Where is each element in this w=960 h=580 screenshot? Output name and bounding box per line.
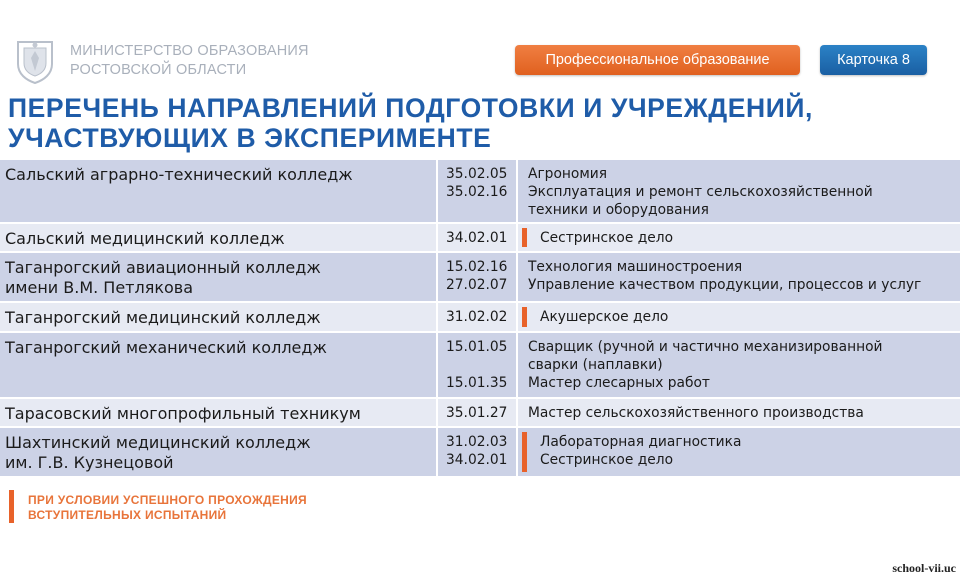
institution-name-line: Таганрогский механический колледж bbox=[5, 338, 327, 357]
note-line-2: ВСТУПИТЕЛЬНЫХ ИСПЫТАНИЙ bbox=[28, 508, 227, 522]
program-names bbox=[540, 433, 960, 469]
institution-name-line: Сальский медицинский колледж bbox=[5, 229, 285, 248]
program-name: Технология машиностроения bbox=[528, 259, 743, 275]
table-row bbox=[0, 333, 960, 399]
exam-marker bbox=[522, 307, 527, 327]
page-title bbox=[8, 93, 948, 153]
specialty-codes bbox=[436, 224, 518, 251]
table-row bbox=[0, 399, 960, 428]
institution-name bbox=[5, 338, 430, 358]
institutions-table bbox=[0, 160, 960, 478]
program-name: Акушерское дело bbox=[540, 309, 669, 325]
program-names bbox=[528, 338, 958, 392]
specialty-code bbox=[446, 356, 516, 374]
institution-name bbox=[5, 165, 430, 185]
institution-name bbox=[5, 258, 430, 298]
program-name: Агрономия bbox=[528, 166, 608, 182]
program-name: Лабораторная диагностика bbox=[540, 434, 742, 450]
institution-name bbox=[5, 433, 430, 473]
header bbox=[0, 0, 960, 90]
coat-of-arms-icon bbox=[10, 36, 60, 86]
institution-name-line: Сальский аграрно-технический колледж bbox=[5, 165, 353, 184]
specialty-code: 34.02.01 bbox=[446, 452, 508, 468]
institution-name-line: Таганрогский авиационный колледж bbox=[5, 258, 321, 277]
program-names bbox=[540, 308, 960, 326]
institution-name bbox=[5, 229, 430, 249]
exam-marker bbox=[522, 432, 527, 472]
specialty-codes bbox=[436, 253, 518, 301]
program-name: сварки (наплавки) bbox=[528, 357, 663, 373]
program-name: Сестринское дело bbox=[540, 230, 674, 246]
specialty-code: 15.02.16 bbox=[446, 259, 508, 275]
ministry-line-2: РОСТОВСКОЙ ОБЛАСТИ bbox=[70, 62, 247, 78]
program-name: Сестринское дело bbox=[540, 452, 674, 468]
program-name: Эксплуатация и ремонт сельскохозяйственной bbox=[528, 184, 873, 200]
specialty-code bbox=[446, 201, 516, 219]
table-row bbox=[0, 303, 960, 333]
watermark: school-vii.uc bbox=[892, 561, 956, 575]
institution-name bbox=[5, 404, 430, 424]
title-line-1: ПЕРЕЧЕНЬ НАПРАВЛЕНИЙ ПОДГОТОВКИ И УЧРЕЖДЕНИЙ, bbox=[8, 93, 814, 123]
program-names bbox=[528, 404, 958, 422]
title-line-2: УЧАСТВУЮЩИХ В ЭКСПЕРИМЕНТЕ bbox=[8, 123, 492, 153]
program-names bbox=[528, 258, 958, 294]
table-row bbox=[0, 160, 960, 224]
institution-name-line: имени В.М. Петлякова bbox=[5, 278, 194, 297]
institution-name-line: Тарасовский многопрофильный техникум bbox=[5, 404, 361, 423]
specialty-code: 31.02.03 bbox=[446, 434, 508, 450]
specialty-codes bbox=[436, 333, 518, 397]
specialty-code: 35.02.16 bbox=[446, 184, 508, 200]
card-badge[interactable]: Карточка 8 bbox=[820, 45, 927, 75]
institution-name-line: Таганрогский медицинский колледж bbox=[5, 308, 321, 327]
note-marker bbox=[9, 490, 14, 523]
institution-name-line: Шахтинский медицинский колледж bbox=[5, 433, 311, 452]
condition-note bbox=[28, 493, 307, 523]
specialty-code: 35.01.27 bbox=[446, 405, 508, 421]
program-names bbox=[528, 165, 958, 219]
note-line-1: ПРИ УСЛОВИИ УСПЕШНОГО ПРОХОЖДЕНИЯ bbox=[28, 493, 307, 507]
specialty-codes bbox=[436, 160, 518, 222]
specialty-code: 15.01.35 bbox=[446, 375, 508, 391]
table-row bbox=[0, 428, 960, 478]
program-badge[interactable]: Профессиональное образование bbox=[515, 45, 800, 75]
institution-name-line: им. Г.В. Кузнецовой bbox=[5, 453, 174, 472]
table-row bbox=[0, 224, 960, 253]
program-name: Управление качеством продукции, процессов и услуг bbox=[528, 277, 922, 293]
ministry-name bbox=[70, 42, 309, 80]
program-name: Сварщик (ручной и частично механизированной bbox=[528, 339, 883, 355]
program-name: Мастер слесарных работ bbox=[528, 375, 710, 391]
specialty-code: 35.02.05 bbox=[446, 166, 508, 182]
specialty-codes bbox=[436, 428, 518, 476]
institution-name bbox=[5, 308, 430, 328]
specialty-codes bbox=[436, 399, 518, 426]
exam-marker bbox=[522, 228, 527, 247]
specialty-code: 15.01.05 bbox=[446, 339, 508, 355]
specialty-codes bbox=[436, 303, 518, 331]
program-name: техники и оборудования bbox=[528, 202, 709, 218]
specialty-code: 27.02.07 bbox=[446, 277, 508, 293]
program-name: Мастер сельскохозяйственного производства bbox=[528, 405, 864, 421]
table-row bbox=[0, 253, 960, 303]
program-names bbox=[540, 229, 960, 247]
ministry-line-1: МИНИСТЕРСТВО ОБРАЗОВАНИЯ bbox=[70, 43, 309, 59]
specialty-code: 34.02.01 bbox=[446, 230, 508, 246]
specialty-code: 31.02.02 bbox=[446, 309, 508, 325]
